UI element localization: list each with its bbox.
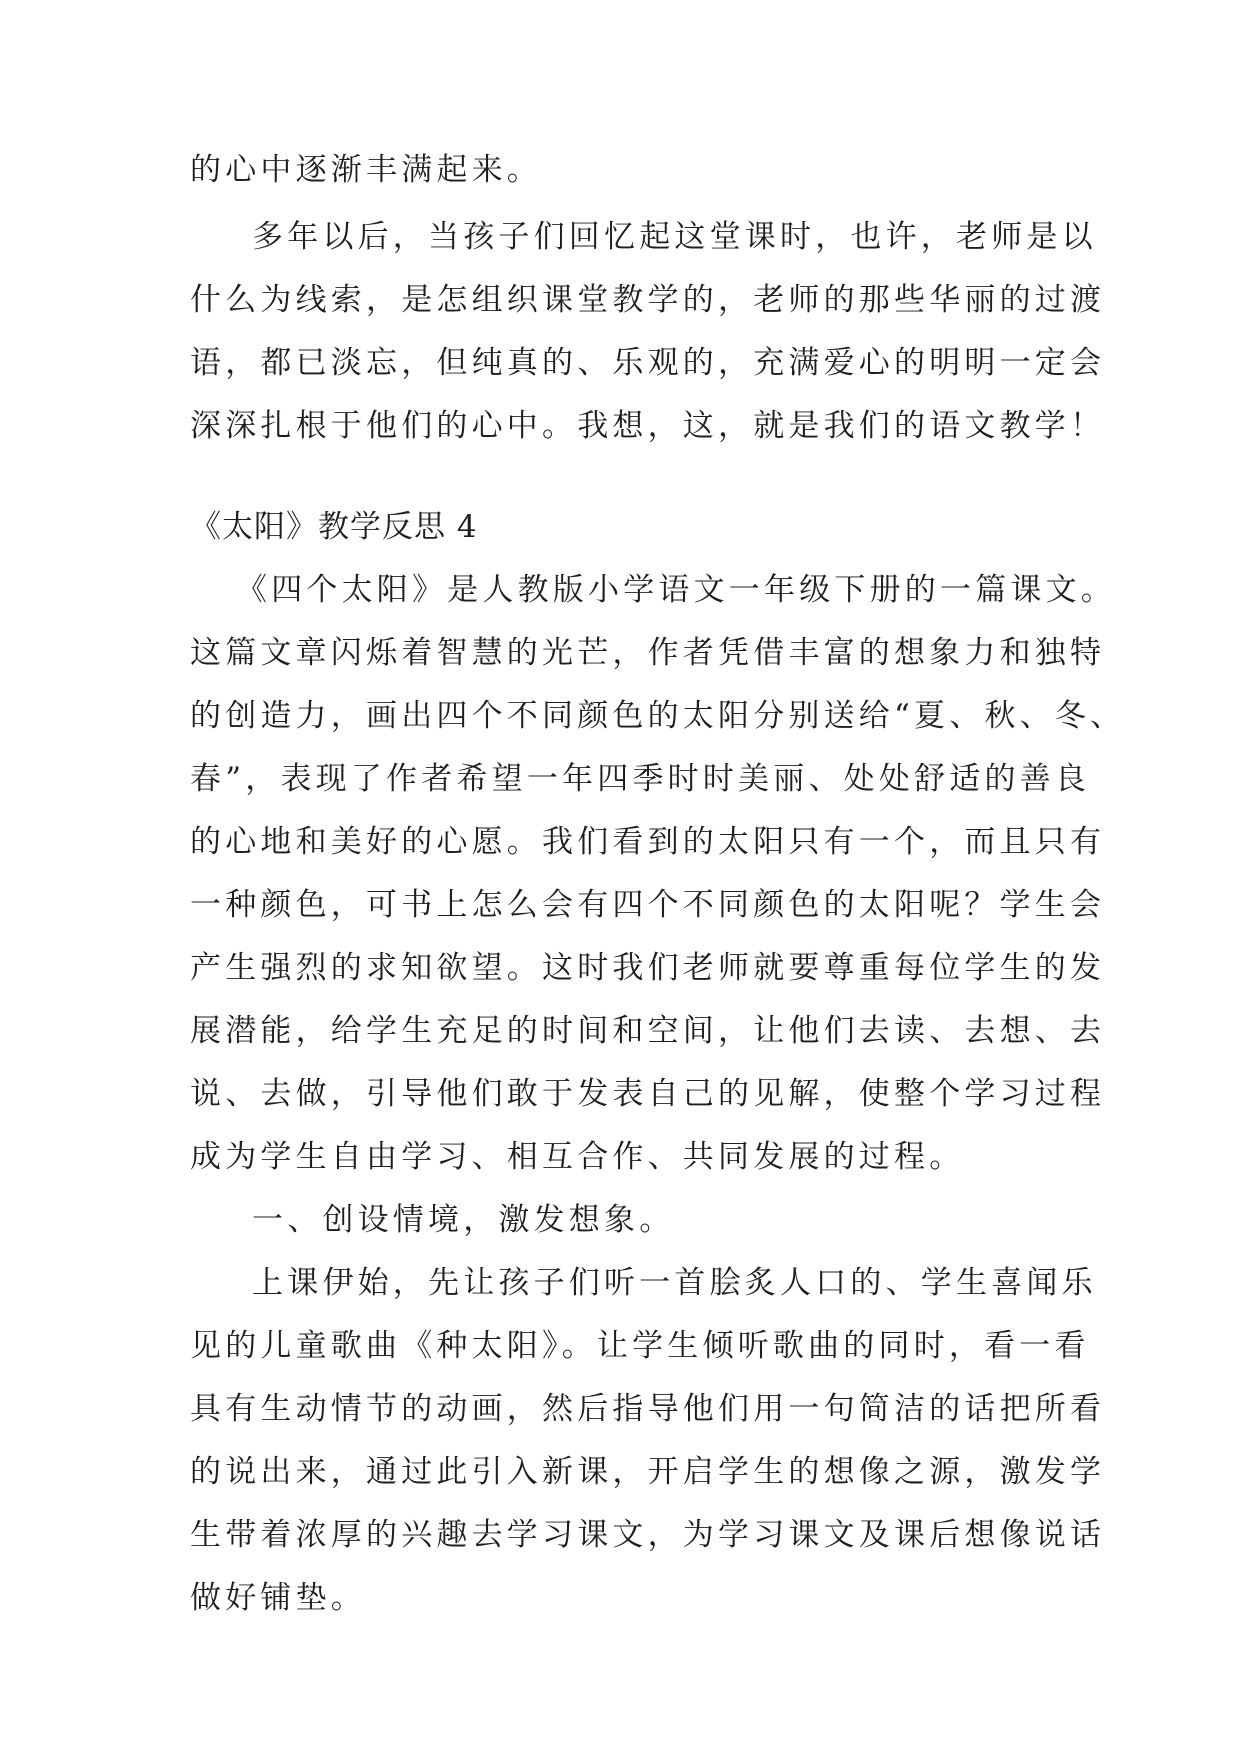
paragraph-line: 见的儿童歌曲《种太阳》。让学生倾听歌曲的同时，看一看	[190, 1328, 1090, 1364]
section-heading: 《太阳》教学反思 4	[190, 509, 478, 545]
paragraph-line: 的创造力，画出四个不同颜色的太阳分别送给“夏、秋、冬、	[190, 698, 1126, 734]
paragraph-line: 上课伊始，先让孩子们听一首脍炙人口的、学生喜闻乐	[252, 1265, 1097, 1301]
paragraph-line: 的说出来，通过此引入新课，开启学生的想像之源，激发学	[190, 1454, 1106, 1490]
paragraph-line: 的心中逐渐丰满起来。	[190, 152, 542, 188]
paragraph-line: 《四个太阳》是人教版小学语文一年级下册的一篇课文。	[236, 572, 1116, 608]
paragraph-line: 什么为线索，是怎组织课堂教学的，老师的那些华丽的过渡	[190, 282, 1106, 318]
paragraph-line: 一种颜色，可书上怎么会有四个不同颜色的太阳呢？学生会	[190, 887, 1106, 923]
paragraph-line: 这篇文章闪烁着智慧的光芒，作者凭借丰富的想象力和独特	[190, 635, 1106, 671]
paragraph-line: 展潜能，给学生充足的时间和空间，让他们去读、去想、去	[190, 1013, 1106, 1049]
paragraph-line: 成为学生自由学习、相互合作、共同发展的过程。	[190, 1139, 965, 1175]
paragraph-line: 说、去做，引导他们敢于发表自己的见解，使整个学习过程	[190, 1076, 1106, 1112]
paragraph-line: 生带着浓厚的兴趣去学习课文，为学习课文及课后想像说话	[190, 1517, 1106, 1553]
paragraph-line: 做好铺垫。	[190, 1580, 366, 1616]
paragraph-line: 的心地和美好的心愿。我们看到的太阳只有一个，而且只有	[190, 824, 1106, 860]
paragraph-line: 深深扎根于他们的心中。我想，这，就是我们的语文教学！	[190, 408, 1106, 444]
paragraph-line: 具有生动情节的动画，然后指导他们用一句简洁的话把所看	[190, 1391, 1106, 1427]
paragraph-line: 春”，表现了作者希望一年四季时时美丽、处处舒适的善良	[190, 761, 1091, 797]
paragraph-line: 产生强烈的求知欲望。这时我们老师就要尊重每位学生的发	[190, 950, 1106, 986]
paragraph-line: 语，都已淡忘，但纯真的、乐观的，充满爱心的明明一定会	[190, 345, 1106, 381]
subsection-heading: 一、创设情境，激发想象。	[252, 1202, 675, 1238]
paragraph-line: 多年以后，当孩子们回忆起这堂课时，也许，老师是以	[252, 219, 1097, 255]
